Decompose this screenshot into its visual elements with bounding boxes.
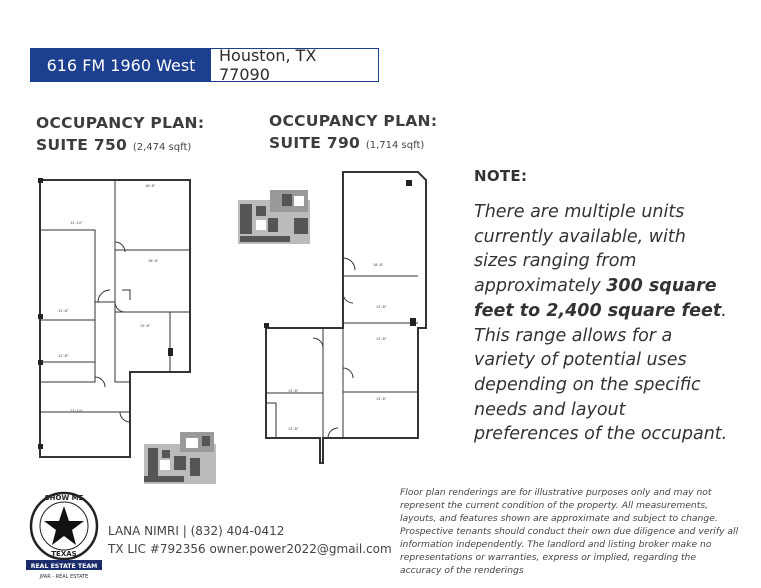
- logo-team-text: REAL ESTATE TEAM: [30, 563, 98, 570]
- city-address: Houston, TX 77090: [211, 49, 378, 81]
- svg-text:15'-8": 15'-8": [140, 324, 151, 328]
- logo-sub-text: JPAR - REAL ESTATE: [39, 574, 89, 580]
- suite-750-title: OCCUPANCY PLAN:: [36, 114, 205, 132]
- svg-text:18'-8": 18'-8": [148, 259, 159, 263]
- svg-text:12'-10": 12'-10": [70, 221, 83, 225]
- svg-text:12'-8": 12'-8": [58, 309, 69, 313]
- suite-750-sqft: (2,474 sqft): [132, 142, 192, 153]
- note-text-2: . This range allows for a variety of potential uses depending on the specific needs and layout preferences of the occupant.: [474, 300, 728, 445]
- note-title: NOTE:: [474, 167, 528, 185]
- logo-top-text: SHOW ME: [44, 494, 84, 502]
- logo-bottom-text: TEXAS: [51, 550, 77, 558]
- suite-750-heading: [36, 112, 204, 159]
- address-banner: [30, 48, 379, 82]
- svg-text:18'-8": 18'-8": [373, 263, 384, 267]
- suite-790-floor-plan: [258, 168, 428, 468]
- suite-750-name: SUITE 750: [36, 136, 128, 154]
- svg-text:12'-8": 12'-8": [288, 427, 299, 431]
- svg-text:18'-8": 18'-8": [145, 184, 156, 188]
- svg-text:23'-10": 23'-10": [70, 409, 83, 413]
- suite-790-heading: [269, 110, 437, 157]
- svg-text:12'-8": 12'-8": [376, 305, 387, 309]
- svg-text:12'-8": 12'-8": [288, 389, 299, 393]
- suite-790-title: OCCUPANCY PLAN:: [269, 112, 438, 130]
- license-email: TX LIC #792356 owner.power2022@gmail.com: [108, 542, 392, 556]
- agent-name-phone: LANA NIMRI | (832) 404-0412: [108, 524, 285, 538]
- suite-790-name: SUITE 790: [269, 134, 361, 152]
- svg-text:12'-8": 12'-8": [376, 397, 387, 401]
- note-text-1: There are multiple units currently available, with sizes ranging from approximately: [474, 202, 686, 297]
- show-me-texas-logo: [24, 490, 104, 580]
- street-address: 616 FM 1960 West: [31, 49, 211, 81]
- note-size-range: 300 square feet to 2,400 square feet: [474, 276, 722, 321]
- note-body: [474, 200, 734, 447]
- disclaimer: Floor plan renderings are for illustrative purposes only and may not represent the current condition of the property. All measurements, layouts, and features shown are approximate and subject to change. Prospective tenants should conduct their own due diligence and verify all information independently. The landlord and listing broker make no representations or warranties, express or implied, regarding the accuracy of the renderings: [400, 487, 739, 576]
- svg-text:12'-8": 12'-8": [376, 337, 387, 341]
- contact-block: [108, 522, 392, 558]
- suite-750-key-plan: [140, 430, 220, 492]
- suite-790-sqft: (1,714 sqft): [365, 140, 425, 151]
- svg-text:12'-8": 12'-8": [58, 354, 69, 358]
